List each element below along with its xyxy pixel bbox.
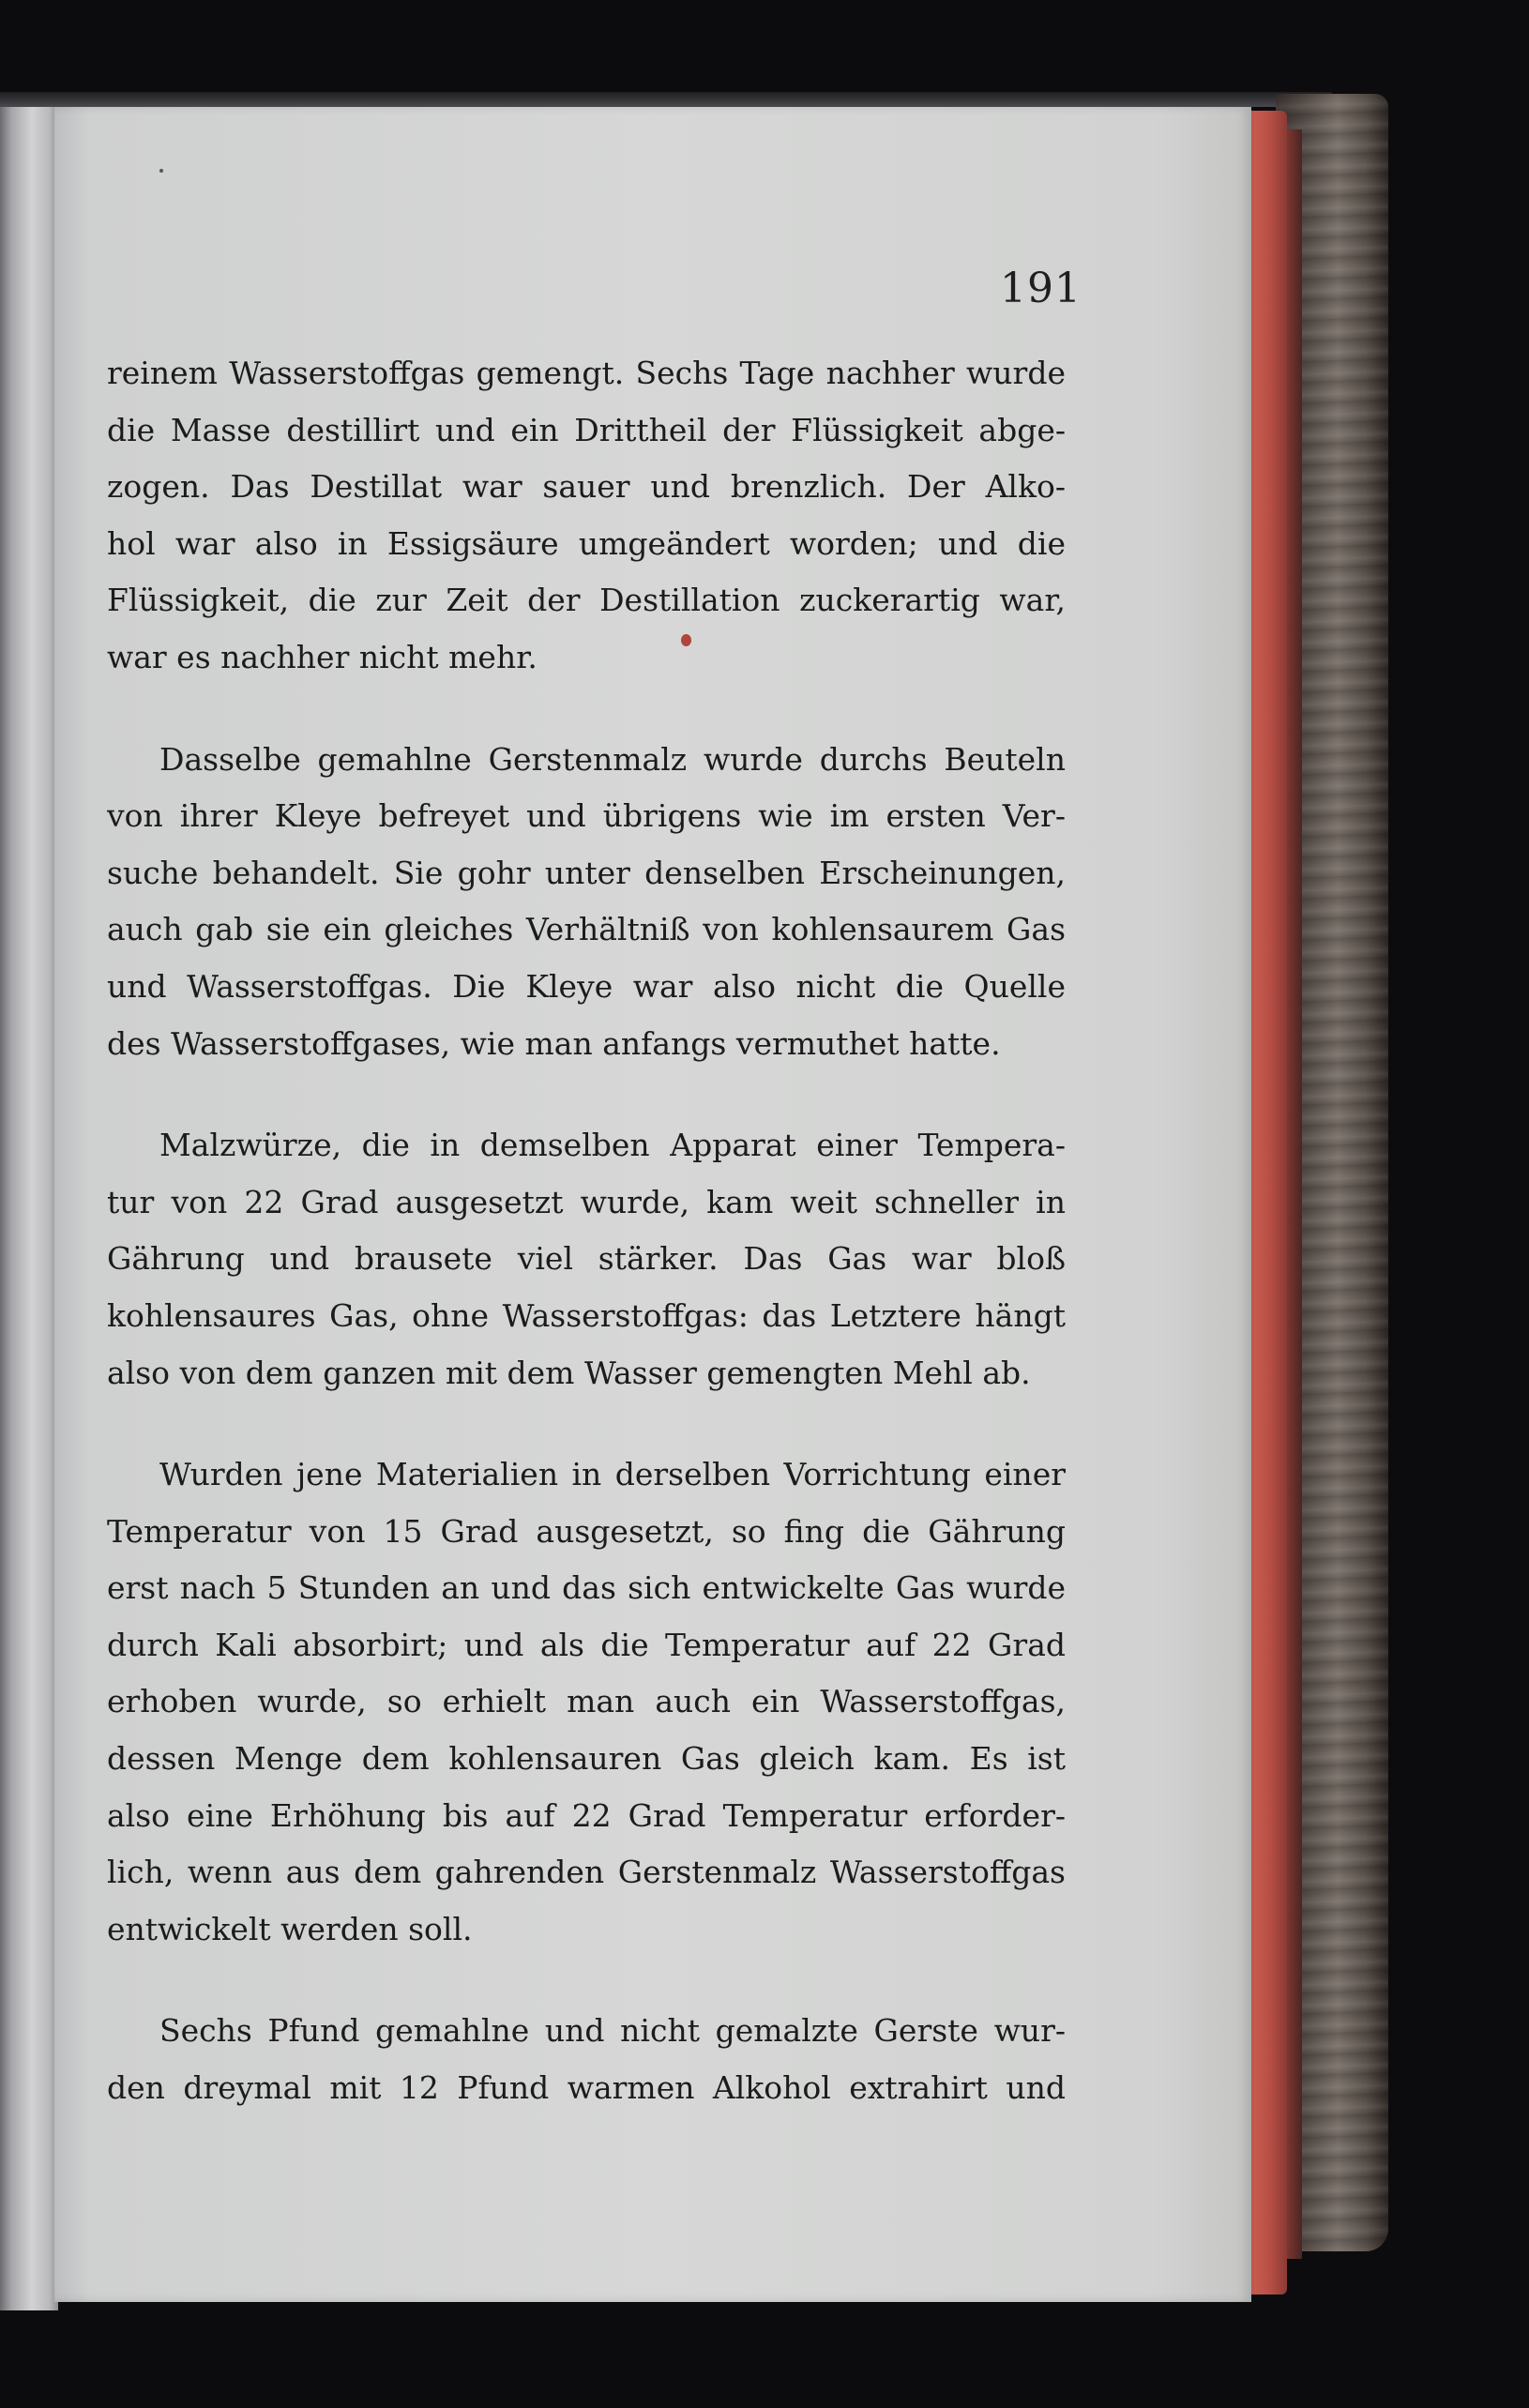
book-page — [54, 107, 1251, 2302]
text-line: Malzwürze, die in demselben Apparat einer Tempera- — [159, 1127, 1066, 1164]
text-line: dessen Menge dem kohlensauren Gas gleich kam. Es ist — [107, 1740, 1066, 1778]
text-line: erhoben wurde, so erhielt man auch ein Wasserstoffgas, — [107, 1683, 1066, 1720]
text-line: also von dem ganzen mit dem Wasser gemengten Mehl ab. — [107, 1354, 1031, 1391]
body-text — [107, 345, 1066, 2162]
text-line: und Wasserstoffgas. Die Kleye war also nicht die Quelle — [107, 967, 1066, 1005]
paragraph-1 — [107, 345, 1066, 687]
text-line: durch Kali absorbirt; und als die Temperatur auf 22 Grad — [107, 1626, 1066, 1663]
text-line: den dreymal mit 12 Pfund warmen Alkohol extrahirt und — [107, 2069, 1066, 2107]
text-line: tur von 22 Grad ausgesetzt wurde, kam weit schneller in — [107, 1183, 1066, 1220]
paragraph-5 — [107, 2003, 1066, 2116]
text-line: Dasselbe gemahlne Gerstenmalz wurde durchs Beuteln — [159, 740, 1066, 778]
text-line: des Wasserstoffgases, wie man anfangs vermuthet hatte. — [107, 1024, 1001, 1062]
left-page-stack — [0, 101, 58, 2310]
text-line: suche behandelt. Sie gohr unter denselben Erscheinungen, — [107, 854, 1066, 891]
text-line: Flüssigkeit, die zur Zeit der Destillation zuckerartig war, — [107, 582, 1066, 619]
paragraph-3 — [107, 1117, 1066, 1401]
text-line: lich, wenn aus dem gahrenden Gerstenmalz Wasserstoffgas — [107, 1854, 1066, 1891]
page-number: 191 — [1000, 265, 1082, 312]
text-line: kohlensaures Gas, ohne Wasserstoffgas: das Letztere hängt — [107, 1296, 1066, 1334]
paragraph-2 — [107, 732, 1066, 1073]
text-line: entwickelt werden soll. — [107, 1910, 473, 1947]
text-line: von ihrer Kleye befreyet und übrigens wie im ersten Ver- — [107, 797, 1066, 835]
text-line: also eine Erhöhung bis auf 22 Grad Temperatur erforder- — [107, 1796, 1066, 1834]
text-line: erst nach 5 Stunden an und das sich entwickelte Gas wurde — [107, 1569, 1066, 1607]
text-line: Gährung und brausete viel stärker. Das Gas war bloß — [107, 1240, 1066, 1278]
text-line: reinem Wasserstoffgas gemengt. Sechs Tage nachher wurde — [107, 355, 1066, 391]
paper-speck — [159, 169, 163, 173]
text-line: auch gab sie ein gleiches Verhältniß von kohlensaurem Gas — [107, 911, 1066, 948]
text-line: die Masse destillirt und ein Drittheil der Flüssigkeit abge- — [107, 411, 1066, 448]
paragraph-4 — [107, 1446, 1066, 1958]
text-line: zogen. Das Destillat war sauer und brenzlich. Der Alko- — [107, 468, 1066, 506]
top-binding-shadow — [0, 92, 1332, 107]
text-line: war es nachher nicht mehr. — [107, 638, 537, 675]
text-line: Wurden jene Materialien in derselben Vorrichtung einer — [159, 1456, 1066, 1493]
text-line: hol war also in Essigsäure umgeändert worden; und die — [107, 524, 1066, 562]
text-line: Temperatur von 15 Grad ausgesetzt, so fing die Gährung — [107, 1512, 1066, 1550]
text-line: Sechs Pfund gemahlne und nicht gemalzte Gerste wur- — [159, 2012, 1066, 2050]
red-ink-spot — [681, 634, 691, 646]
